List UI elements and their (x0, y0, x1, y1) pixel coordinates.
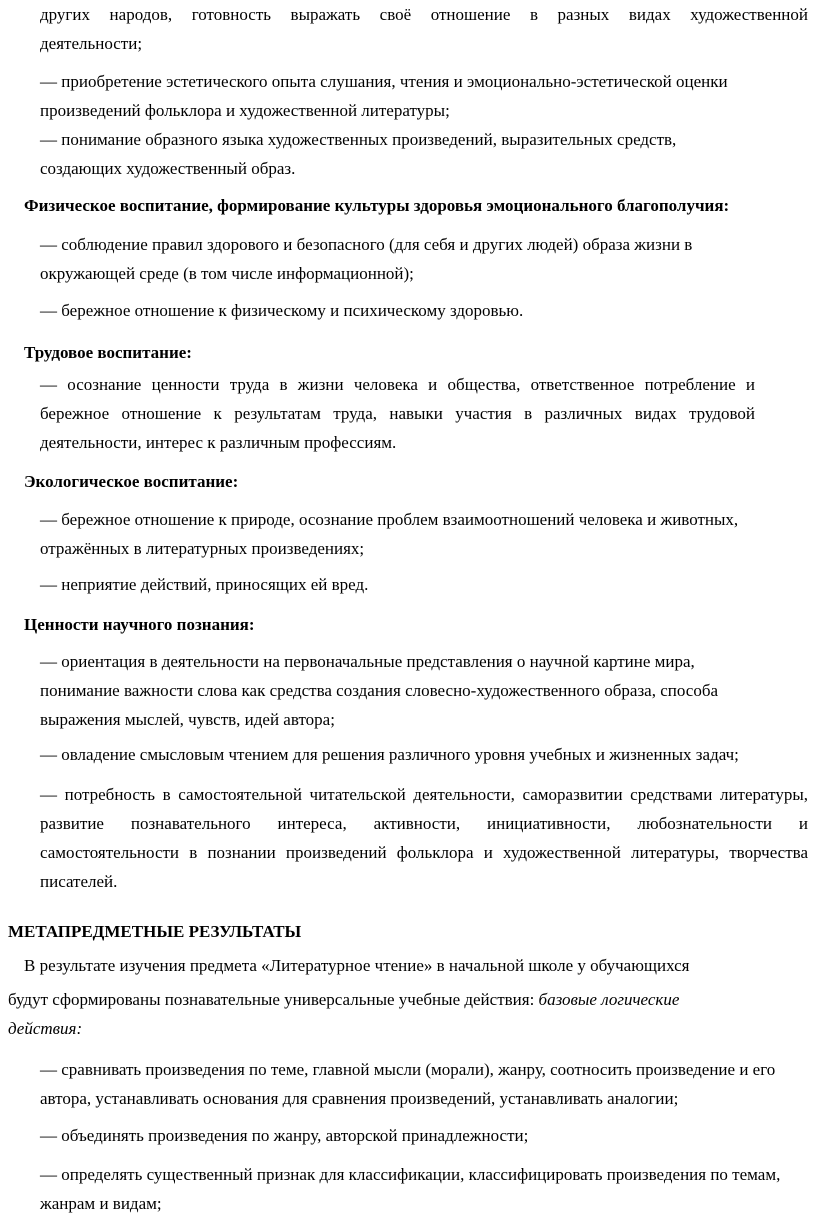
science-item-3: — потребность в самостоятельной читательской деятельности, саморазвитии средствами литературы, развитие познавательного интереса, активности, инициативности, любознательности и самостоятельности в познании произведений фольклора и художественной литературы, творчества писателей. (40, 785, 808, 891)
meta-intro-italic: базовые логические (538, 990, 680, 1009)
meta-item-2: — объединять произведения по жанру, авторской принадлежности; (40, 1126, 529, 1145)
labour-item-1: — осознание ценности труда в жизни человека и общества, ответственное потребление и бережное отношение к результатам труда, навыки участия в различных видах трудовой деятельности, интерес к различным профессиям. (40, 375, 755, 452)
continuation-line-1: других народов, готовность выражать своё отношение в разных видах художественной (40, 5, 808, 24)
ecology-item-1: — бережное отношение к природе, осознание проблем взаимоотношений человека и животных, отражённых в литературных произведениях; (40, 510, 739, 558)
science-heading: Ценности научного познания: (24, 615, 255, 634)
aesthetic-item-1: — приобретение эстетического опыта слушания, чтения и эмоционально-эстетической оценки произведений фольклора и художественной литературы; (40, 72, 728, 120)
meta-item-1: — сравнивать произведения по теме, главной мысли (морали), жанру, соотносить произведение и его автора, устанавливать основания для сравнения произведений, устанавливать аналогии; (40, 1060, 776, 1108)
physical-item-2: — бережное отношение к физическому и психическому здоровью. (40, 301, 524, 320)
paragraph-continuation (0, 0, 816, 58)
physical-heading: Физическое воспитание, формирование культуры здоровья эмоционального благополучия: (24, 196, 730, 215)
continuation-line-2: деятельности; (40, 34, 143, 53)
ecology-item-2: — неприятие действий, приносящих ей вред. (40, 575, 369, 594)
aesthetic-item-2: — понимание образного языка художественных произведений, выразительных средств, создающих художественный образ. (40, 130, 677, 178)
meta-intro-line-1: В результате изучения предмета «Литературное чтение» в начальной школе у обучающихся (24, 956, 690, 975)
science-item-2: — овладение смысловым чтением для решения различного уровня учебных и жизненных задач; (40, 745, 739, 764)
meta-intro-line-3: действия: (8, 1019, 83, 1038)
science-item-1: — ориентация в деятельности на первоначальные представления о научной картине мира, понимание важности слова как средства создания словесно-художественного образа, способа выражения мыслей, чувств, идей автора; (40, 652, 719, 729)
meta-heading: МЕТАПРЕДМЕТНЫЕ РЕЗУЛЬТАТЫ (8, 922, 302, 941)
labour-heading: Трудовое воспитание: (24, 343, 192, 362)
meta-item-3: — определять существенный признак для классификации, классифицировать произведения по темам, жанрам и видам; (40, 1165, 781, 1213)
physical-item-1: — соблюдение правил здорового и безопасного (для себя и других людей) образа жизни в окружающей среде (в том числе информационной); (40, 235, 693, 283)
ecology-heading: Экологическое воспитание: (24, 472, 239, 491)
meta-intro-text: будут сформированы познавательные универсальные учебные действия: (8, 990, 539, 1009)
meta-intro-line-2 (8, 985, 798, 1014)
